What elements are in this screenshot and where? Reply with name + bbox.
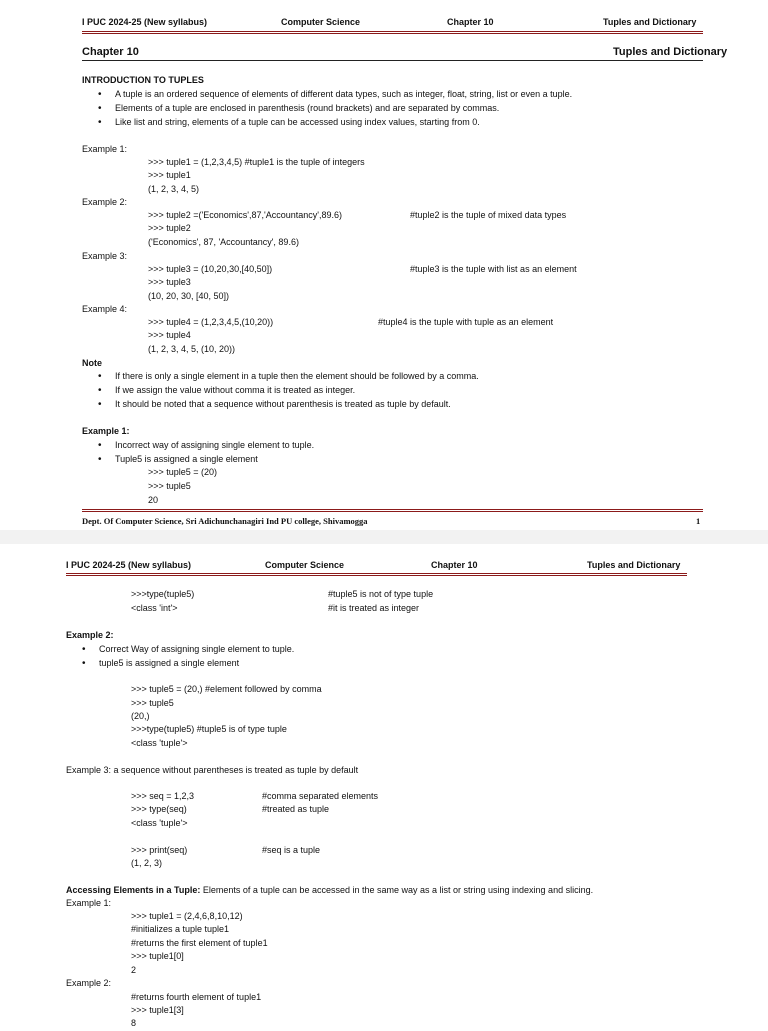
footer-rule	[82, 509, 703, 512]
code-comment: #tuple5 is not of type tuple	[328, 589, 434, 599]
note-bullet: • If there is only a single element in a tuple then the element should be followed by a comma.	[115, 370, 479, 384]
header-subject: Computer Science	[281, 17, 361, 27]
code-comment: #returns the first element of tuple1	[131, 938, 268, 948]
code-line: >>> seq = 1,2,3	[131, 791, 195, 801]
code-output: (1, 2, 3)	[131, 858, 163, 868]
code-line: >>> type(seq)	[131, 804, 187, 814]
code-output: (10, 20, 30, [40, 50])	[148, 291, 230, 301]
example-label: Example 3:	[82, 251, 128, 261]
code-output: <class 'int'>	[131, 603, 178, 613]
example-label: Example 2:	[66, 978, 112, 988]
page-separator	[0, 530, 768, 544]
code-output: (1, 2, 3, 4, 5)	[148, 184, 200, 194]
code-comment: #initializes a tuple tuple1	[131, 924, 230, 934]
note-heading: Note	[82, 358, 102, 368]
code-output: <class 'tuple'>	[131, 818, 188, 828]
code-line: >>> tuple1[0]	[131, 951, 184, 961]
chapter-title-right: Tuples and Dictionary	[613, 46, 728, 58]
code-line: >>> tuple5	[131, 698, 174, 708]
header-topic: Tuples and Dictionary	[587, 560, 681, 570]
code-line: >>> tuple4	[148, 330, 191, 340]
code-line: >>> tuple1 = (1,2,3,4,5) #tuple1 is the tuple of integers	[148, 157, 365, 167]
code-comment: #it is treated as integer	[328, 603, 420, 613]
header-chapter: Chapter 10	[447, 17, 494, 27]
code-line: >>> tuple3 = (10,20,30,[40,50])	[148, 264, 273, 274]
note-example-heading: Example 1:	[82, 426, 130, 436]
code-output: <class 'tuple'>	[131, 738, 188, 748]
header-topic: Tuples and Dictionary	[603, 17, 697, 27]
code-line: >>> tuple2 =('Economics',87,'Accountancy',89.6)	[148, 210, 342, 220]
code-line: >>> tuple1	[148, 170, 191, 180]
code-line: >>> tuple1 = (2,4,6,8,10,12)	[131, 911, 243, 921]
code-output: 8	[131, 1018, 137, 1028]
code-line: >>> tuple3	[148, 277, 191, 287]
code-output: (1, 2, 3, 4, 5, (10, 20))	[148, 344, 236, 354]
header-course: I PUC 2024-25 (New syllabus)	[66, 560, 192, 570]
example-label: Example 1:	[82, 144, 128, 154]
header-course: I PUC 2024-25 (New syllabus)	[82, 17, 208, 27]
intro-bullet: • A tuple is an ordered sequence of elements of different data types, such as integer, float, string, list or even a tuple.	[115, 88, 572, 102]
header-chapter: Chapter 10	[431, 560, 478, 570]
code-comment: #treated as tuple	[262, 804, 330, 814]
code-comment: #tuple2 is the tuple of mixed data types	[410, 210, 567, 220]
code-line: >>>type(tuple5) #tuple5 is of type tuple	[131, 724, 287, 734]
example-heading: Example 2:	[66, 630, 114, 640]
footer-text: Dept. Of Computer Science, Sri Adichunchanagiri Ind PU college, Shivamogga	[82, 516, 368, 526]
header-subject: Computer Science	[265, 560, 345, 570]
example-label: Example 2:	[82, 197, 128, 207]
intro-bullet: • Like list and string, elements of a tuple can be accessed using index values, starting from 0.	[115, 116, 480, 130]
note-example-bullet: • Incorrect way of assigning single element to tuple.	[115, 439, 314, 453]
code-comment: #seq is a tuple	[262, 845, 321, 855]
intro-heading: INTRODUCTION TO TUPLES	[82, 75, 204, 85]
accessing-paragraph	[66, 884, 593, 898]
code-line: >>> tuple4 = (1,2,3,4,5,(10,20))	[148, 317, 274, 327]
example-label: Example 4:	[82, 304, 128, 314]
example-label: Example 1:	[66, 898, 112, 908]
code-line: >>> tuple5 = (20,) #element followed by comma	[131, 684, 322, 694]
code-comment: #comma separated elements	[262, 791, 379, 801]
code-line: >>> print(seq)	[131, 845, 188, 855]
example-bullet: • Correct Way of assigning single element to tuple.	[99, 643, 294, 657]
header-rule	[66, 573, 687, 576]
code-line: >>>type(tuple5)	[131, 589, 195, 599]
code-line: >>> tuple2	[148, 223, 191, 233]
code-output: 20	[148, 495, 159, 505]
chapter-title-rule	[82, 60, 703, 61]
note-bullet: • It should be noted that a sequence without parenthesis is treated as tuple by default.	[115, 398, 451, 412]
intro-bullet: • Elements of a tuple are enclosed in parenthesis (round brackets) and are separated by commas.	[115, 102, 499, 116]
code-line: >>> tuple5 = (20)	[148, 467, 218, 477]
note-example-bullet: • Tuple5 is assigned a single element	[115, 453, 258, 467]
example-bullet: • tuple5 is assigned a single element	[99, 657, 239, 671]
chapter-title-left: Chapter 10	[82, 46, 139, 58]
code-line: >>> tuple5	[148, 481, 191, 491]
accessing-text: Elements of a tuple can be accessed in the same way as a list or string using indexing and slicing.	[200, 885, 594, 895]
code-output: ('Economics', 87, 'Accountancy', 89.6)	[148, 237, 299, 247]
code-output: (20,)	[131, 711, 150, 721]
example-heading: Example 3: a sequence without parentheses is treated as tuple by default	[66, 765, 359, 775]
footer-page-number: 1	[696, 516, 701, 526]
code-comment: #tuple3 is the tuple with list as an element	[410, 264, 577, 274]
code-output: 2	[131, 965, 137, 975]
code-comment: #tuple4 is the tuple with tuple as an element	[378, 317, 554, 327]
header-rule	[82, 31, 703, 34]
code-line: >>> tuple1[3]	[131, 1005, 184, 1015]
code-comment: #returns fourth element of tuple1	[131, 992, 262, 1002]
note-bullet: • If we assign the value without comma it is treated as integer.	[115, 384, 355, 398]
accessing-heading: Accessing Elements in a Tuple:	[66, 885, 201, 895]
